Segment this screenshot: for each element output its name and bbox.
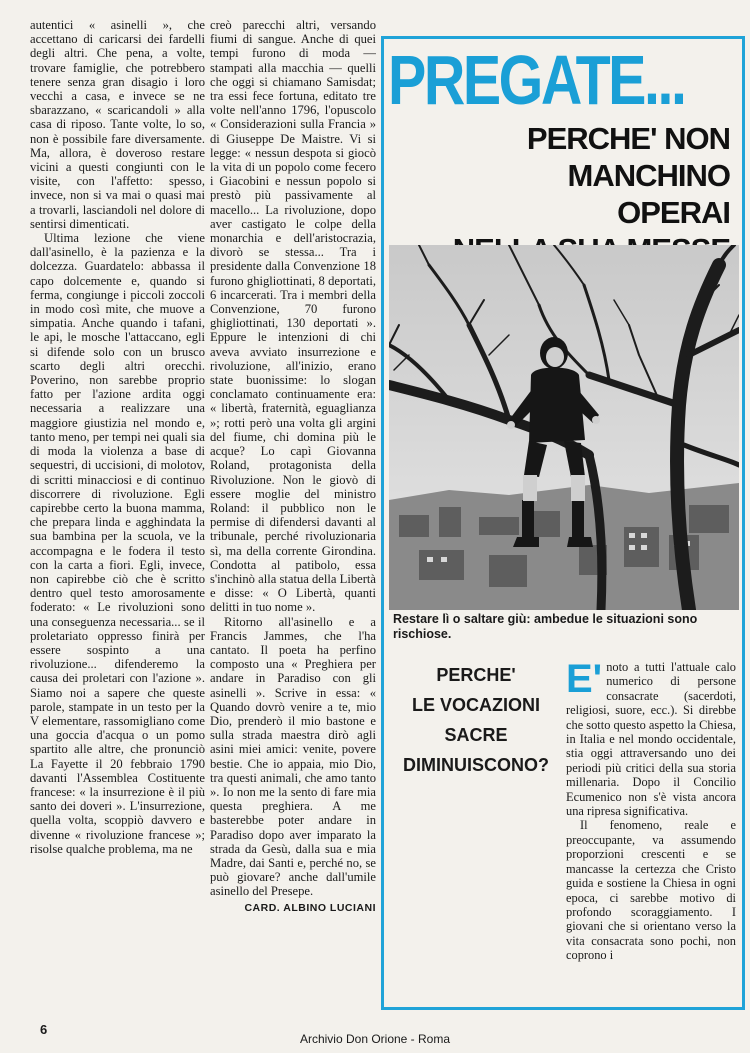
archive-footer: Archivio Don Orione - Roma — [299, 1032, 451, 1046]
feature-column — [566, 660, 736, 1005]
paragraph: autentici « asinelli », che accettano di caricarsi dei fardelli degli altri. Che pena, a volte, trovare famiglie, che potrebbero tenere senza gran disagio i loro vecchi a casa, e invece se ne sbarazzano, « scaricandoli » alla casa di riposo. Tante volte, lo so, non è possibile fare diversamente. Ma, allora, è doveroso restare vicini a questi congiunti con le visite, con l'affetto: spesso, invece, non si va mai o quasi mai a trovarli, lasciandoli nel dolore di sentirsi dimenticati. — [30, 18, 205, 231]
section-heading — [386, 660, 566, 780]
paragraph: Ultima lezione che viene dall'asinello, è la pazienza e la dolcezza. Guardatelo: abbassa il capo dolcemente e, quando si ferma, congiunge i piccoli zoccoli in modo così mite, che muove a simpatia. Anche quando i tafani, le api, le mosche l'attaccano, egli si difende solo con un brusco scarto degli altri orecchi. Poverino, non sarebbe proprio fatto per l'azione ardita oggi necessaria a realizzare una maggiore giustizia nel mondo e, tanto meno, per tempi nei quali sia di moda la violenza a base di sequestri, di uccisioni, di molotov, di scritti minacciosi e di continuo discorrere di rivoluzione. Egli capirebbe certo la buona mamma, che prepara linda e agghindata la sua bambina per la scuola, ve la accompagna e le fodera il testo con la carta a fiori. Egli, invece, non capirebbe ciò che è scritto dentro quel testo amorosamente foderato: « Le rivoluzioni sono una conseguenza necessaria... se il proletariato oppresso finirà per essere sospinto a una rivoluzione... difenderemo la causa dei proletari con l'azione ». Siamo noi a sapere che queste parole, stampate in un testo per la V elementare, rassomigliano come una goccia d'acqua o un pomo spartito alle altre, che pronunciò La Fayette il 20 febbraio 1790 davanti l'Assemblea Costituente francese: « la insurrezione è il più santo dei doveri ». L'insurrezione, quella volta, scoppiò davvero e divenne « rivoluzione francese »; risolse qualche problema, ma ne — [30, 231, 205, 856]
heading-line: LE VOCAZIONI — [411, 695, 540, 715]
heading-line: SACRE — [444, 725, 508, 745]
article-column-1 — [30, 18, 205, 1018]
boy-in-tree-photo — [389, 245, 739, 610]
author-signature: CARD. ALBINO LUCIANI — [244, 901, 376, 914]
heading-line: DIMINUISCONO? — [403, 755, 549, 775]
paragraph-text: noto a tutti l'attuale calo numerico di persone consacrate (sacerdoti, religiosi, suore, ecc.). Si direbbe che sotto questo aspetto la Chiesa, in Italia e nel mondo occidentale, stia oggi attraversando uno dei periodi più critici della sua storia millenaria. Dopo il Concilio Ecumenico non s'è vista ancora una ripresa significativa. — [566, 660, 736, 819]
subtitle-line: OPERAI — [617, 195, 730, 230]
paragraph: Il fenomeno, reale e preoccupante, va assumendo proporzioni crescenti e se mancasse la certezza che Cristo guida e sostiene la Chiesa in ogni epoca, ci sarebbe motivo di profondo scoraggiamento. I giovani che si orientano verso la vita consacrata sono pochi, non coprono i — [566, 818, 736, 963]
feature-title: PREGATE... — [388, 41, 685, 119]
page-number: 6 — [40, 1022, 48, 1037]
photo-caption: Restare lì o saltare giù: ambedue le situazioni sono rischiose. — [393, 612, 698, 641]
subtitle-line: PERCHE' NON MANCHINO — [526, 121, 730, 193]
drop-cap: E' — [566, 660, 603, 701]
paragraph: creò parecchi altri, versando fiumi di sangue. Anche di quei tempi furono di moda — stampati alla macchia — quelli che oggi si chiamano Samisdat; tra essi fece fortuna, editato tre volte nell'anno 1796, l'opuscolo « Considerazioni sulla Francia » di Giuseppe De Maistre. Vi si legge: « nessun despota si giocò la vita di un popolo come fecero i Giacobini e nessun popolo si prestò più passivamente al macello... La rivoluzione, dopo aver castigato le colpe della monarchia e dell'aristocrazia, divorò se stessa... Tra i presidente dalla Convenzione 18 furono ghigliottinati, 8 deportati, 6 incarcerati. Tra i membri della Convenzione, 70 furono ghigliottinati, 130 deportati ». Eppure le intenzioni di chi aveva avviato insurrezione e rivoluzione, all'inizio, erano state buonissime: lo slogan conclamato continuamente era: « libertà, fraternità, eguaglianza »; rotti però una volta gli argini del fiume, chi domina più le acque? Lo capì Giovanna Roland, protagonista della Rivoluzione. Non le giovò di essere moglie del ministro Roland: il pubblico non le permise di difendersi davanti al tribunale, perché rivoluzionaria sì, ma della corrente Girondina. Condotta al patibolo, essa s'inchinò alla statua della Libertà e disse: « O Libertà, quanti delitti in tuo nome ». — [210, 18, 376, 615]
paragraph: Ritorno all'asinello e a Francis Jammes, che l'ha cantato. Il poeta ha perfino composto una « Preghiera per andare in Paradiso con gli asinelli ». Scrive in essa: « Quando dovrò venire a te, mio Dio, prenderò il mio bastone e sulla strada maestra dirò agli asini miei amici: venite, povere bestie. Che io appaia, mio Dio, tra questi animali, che amo tanto ». Io non me la sento di fare mia questa preghiera. A me basterebbe poter andare in Paradiso dopo aver imparato la strada da Gesù, dalla sua e mia Madre, dai Santi e, perché no, se può giovare? anche dall'umile asinello del Presepe. — [210, 614, 376, 899]
article-column-2 — [210, 18, 376, 1018]
paragraph — [566, 660, 736, 818]
heading-line: PERCHE' — [436, 665, 516, 685]
